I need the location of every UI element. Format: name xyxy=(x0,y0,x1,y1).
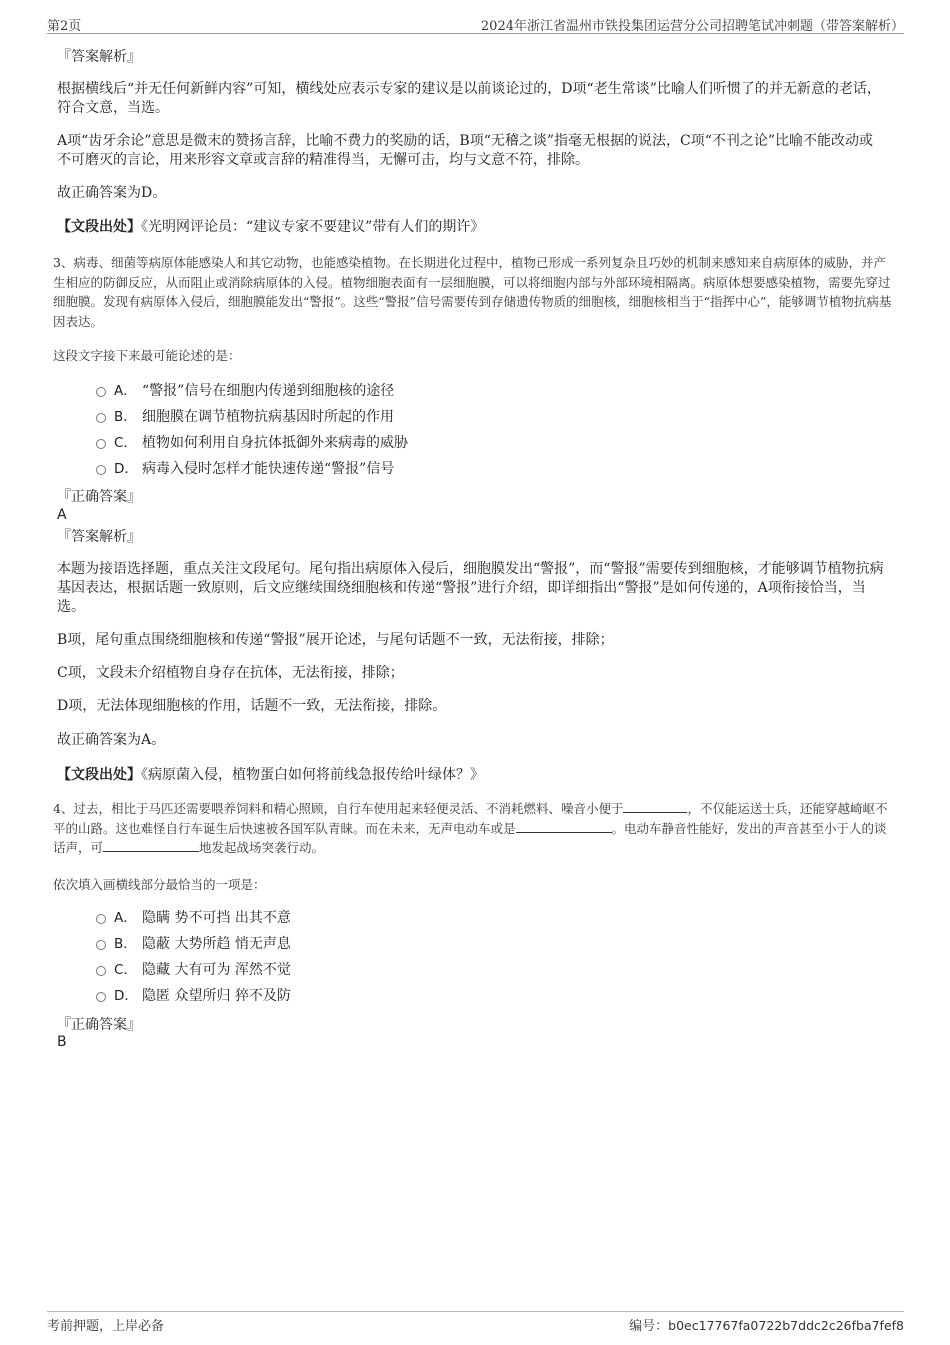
question-4-prompt: 依次填入画横线部分最恰当的一项是： xyxy=(53,877,266,892)
page-header xyxy=(47,13,904,34)
fill-blank-2 xyxy=(516,820,612,833)
analysis-paragraph: 本题为接语选择题，重点关注文段尾句。尾句指出病原体入侵后，细胞膜发出“警报”，而“警报”需要传到细胞核，才能够调节植物抗病基因表达，根据话题一致原则，后文应继续围绕细胞核和传递“警报”进行介绍，即详细指出“警报”是如何传递的，A项衔接恰当，当选。 xyxy=(57,561,884,615)
footer-slogan: 考前押题，上岸必备 xyxy=(47,1319,165,1334)
correct-answer-label: 『正确答案』 xyxy=(57,489,141,505)
option-c[interactable]: C． 植物如何利用自身抗体抵御外来病毒的威胁 xyxy=(96,432,408,454)
fill-blank-3 xyxy=(103,839,199,852)
source-citation xyxy=(57,217,887,237)
analysis-label: 『答案解析』 xyxy=(57,49,141,65)
analysis-label: 『答案解析』 xyxy=(57,529,141,545)
radio-icon[interactable] xyxy=(96,992,106,1002)
analysis-paragraph: 故正确答案为A。 xyxy=(57,732,166,748)
radio-icon[interactable] xyxy=(96,914,106,924)
document-title: 2024年浙江省温州市铁投集团运营分公司招聘笔试冲刺题（带答案解析） xyxy=(480,19,904,34)
option-a[interactable]: A． 隐瞒 势不可挡 出其不意 xyxy=(96,907,291,929)
radio-icon[interactable] xyxy=(96,439,106,449)
analysis-paragraph: 根据横线后“并无任何新鲜内容”可知，横线处应表示专家的建议是以前谈论过的，D项“老生常谈”比喻人们听惯了的并无新意的老话，符合文意，当选。 xyxy=(57,81,881,116)
page-number: 第2页 xyxy=(47,19,82,34)
source-citation xyxy=(57,765,887,785)
source-label: 【文段出处】 xyxy=(57,767,141,783)
analysis-paragraph: A项“齿牙余论”意思是微末的赞扬言辞，比喻不费力的奖励的话，B项“无稽之谈”指毫无根据的说法，C项“不刊之论”比喻不能改动或不可磨灭的言论，用来形容文章或言辞的精准得当，无懈可击，均与文意不符，排除。 xyxy=(57,133,874,168)
option-d[interactable]: D． 隐匿 众望所归 猝不及防 xyxy=(96,985,291,1007)
correct-answer: B xyxy=(57,1034,67,1050)
radio-icon[interactable] xyxy=(96,387,106,397)
correct-answer-label: 『正确答案』 xyxy=(57,1017,141,1033)
question-4-text: 4、过去，相比于马匹还需要喂养饲料和精心照顾，自行车使用起来轻便灵活、不消耗燃料、噪音小便于 ，不仅能运送士兵，还能穿越崎岖不平的山路。这也难怪自行车诞生后快速被各国军队青睐。而在未来，无声电动车或是 。电动车静音性能好，发出的声音甚至小于人的谈话声，可 地发起战场突袭行动。 xyxy=(53,801,888,856)
radio-icon[interactable] xyxy=(96,940,106,950)
option-d[interactable]: D． 病毒入侵时怎样才能快速传递“警报”信号 xyxy=(96,458,394,480)
analysis-paragraph: B项，尾句重点围绕细胞核和传递“警报”展开论述，与尾句话题不一致，无法衔接，排除； xyxy=(57,632,614,648)
option-b[interactable]: B． 细胞膜在调节植物抗病基因时所起的作用 xyxy=(96,406,394,428)
correct-answer: A xyxy=(57,507,67,523)
analysis-paragraph: C项，文段未介绍植物自身存在抗体，无法衔接，排除； xyxy=(57,665,404,681)
source-title: 《光明网评论员：“建议专家不要建议”带有人们的期许》 xyxy=(141,219,485,235)
page-footer xyxy=(47,1311,904,1336)
radio-icon[interactable] xyxy=(96,966,106,976)
source-title: 《病原菌入侵，植物蛋白如何将前线急报传给叶绿体？》 xyxy=(141,767,484,783)
radio-icon[interactable] xyxy=(96,465,106,475)
question-3-prompt: 这段文字接下来最可能论述的是： xyxy=(53,348,241,363)
option-a[interactable]: A． “警报”信号在细胞内传递到细胞核的途径 xyxy=(96,380,394,402)
analysis-paragraph: 故正确答案为D。 xyxy=(57,185,167,201)
question-3-text: 3、病毒、细菌等病原体能感染人和其它动物，也能感染植物。在长期进化过程中，植物已形成一系列复杂且巧妙的机制来感知来自病原体的威胁，并产生相应的防御反应，从而阻止或消除病原体的入侵。植物细胞表面有一层细胞膜，可以将细胞内部与外部环境相隔离。病原体想要感染植物，需要先穿过细胞膜。发现有病原体入侵后，细胞膜能发出“警报”。这些“警报”信号需要传到存储遗传物质的细胞核，细胞核相当于“指挥中心”，能够调节植物抗病基因表达。 xyxy=(53,255,892,330)
document-code: 编号：b0ec17767fa0722b7ddc2c26fba7fef8 xyxy=(629,1318,904,1334)
fill-blank-1 xyxy=(623,800,687,813)
radio-icon[interactable] xyxy=(96,413,106,423)
option-b[interactable]: B． 隐蔽 大势所趋 悄无声息 xyxy=(96,933,291,955)
source-label: 【文段出处】 xyxy=(57,219,141,235)
option-c[interactable]: C． 隐藏 大有可为 浑然不觉 xyxy=(96,959,291,981)
analysis-paragraph: D项，无法体现细胞核的作用，话题不一致，无法衔接，排除。 xyxy=(57,698,447,714)
